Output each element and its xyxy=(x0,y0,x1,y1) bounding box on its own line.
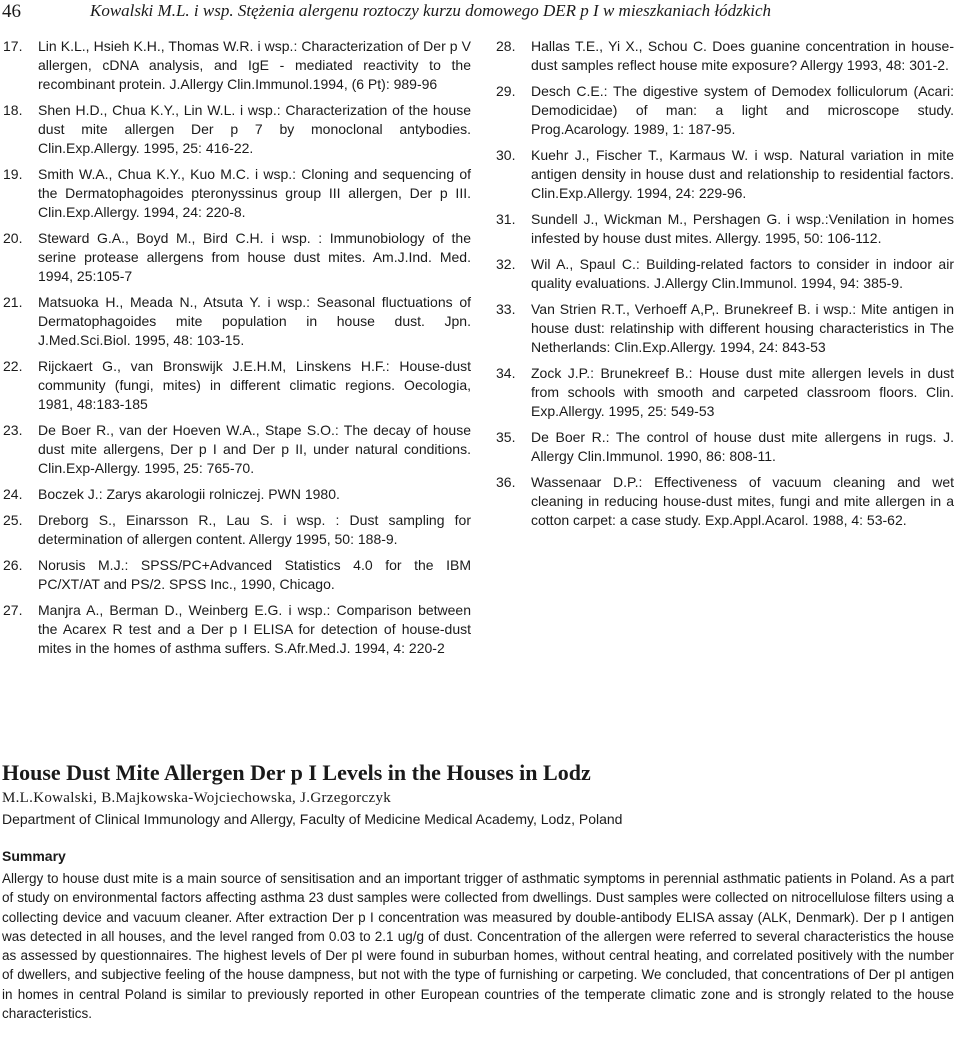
reference-number: 33. xyxy=(496,301,516,317)
reference-item xyxy=(3,229,471,286)
reference-item xyxy=(496,37,954,75)
reference-text: Hallas T.E., Yi X., Schou C. Does guanine concentration in house-dust samples reflect house mite exposure? Allergy 1993, 48: 301-2. xyxy=(531,38,954,73)
running-head: Kowalski M.L. i wsp. Stężenia alergenu roztoczy kurzu domowego DER p I w mieszkaniach łódzkich xyxy=(90,1,772,20)
reference-number: 30. xyxy=(496,147,516,163)
reference-item xyxy=(496,210,954,248)
reference-text: De Boer R.: The control of house dust mite allergens in rugs. J. Allergy Clin.Immunol. 1990, 86: 808-11. xyxy=(531,429,954,464)
reference-item xyxy=(3,357,471,414)
reference-item xyxy=(496,364,954,421)
reference-number: 18. xyxy=(3,102,23,118)
reference-text: Wil A., Spaul C.: Building-related factors to consider in indoor air quality evaluations. J.Allergy Clin.Immunol. 1994, 94: 385-9. xyxy=(531,256,954,291)
reference-number: 24. xyxy=(3,486,23,502)
reference-item xyxy=(3,511,471,549)
reference-item xyxy=(3,37,471,94)
reference-item xyxy=(496,146,954,203)
reference-item xyxy=(496,300,954,357)
reference-number: 36. xyxy=(496,474,516,490)
reference-text: Van Strien R.T., Verhoeff A,P,. Brunekreef B. i wsp.: Mite antigen in house dust: relatinship with different housing characteristics in The Netherlands: Clin.Exp.Allergy. 1994, 24: 843-53 xyxy=(531,301,954,355)
reference-number: 32. xyxy=(496,256,516,272)
reference-text: Manjra A., Berman D., Weinberg E.G. i wsp.: Comparison between the Acarex R test and a Der p I ELISA for detection of house-dust mites in the homes of asthma suffers. S.Afr.Med.J. 1994, 4: 220-2 xyxy=(38,602,471,656)
reference-number: 19. xyxy=(3,166,23,182)
reference-text: Matsuoka H., Meada N., Atsuta Y. i wsp.: Seasonal fluctuations of Dermatophagoides mite population in house dust. Jpn. J.Med.Sci.Biol. 1995, 48: 103-15. xyxy=(38,294,471,348)
article-affiliation: Department of Clinical Immunology and Allergy, Faculty of Medicine Medical Academy, Lodz, Poland xyxy=(2,811,623,827)
reference-text: De Boer R., van der Hoeven W.A., Stape S.O.: The decay of house dust mite allergens, Der p I and Der p II, under natural conditions. Clin.Exp-Allergy. 1995, 25: 765-70. xyxy=(38,422,471,476)
reference-text: Rijckaert G., van Bronswijk J.E.H.M, Linskens H.F.: House-dust community (fungi, mites) in different climatic regions. Oecologia, 1981, 48:183-185 xyxy=(38,358,471,412)
reference-item xyxy=(3,421,471,478)
reference-text: Shen H.D., Chua K.Y., Lin W.L. i wsp.: Characterization of the house dust mite allergen Der p 7 by monoclonal antybodies. Clin.Exp.Allergy. 1995, 25: 416-22. xyxy=(38,102,471,156)
reference-item xyxy=(496,428,954,466)
reference-number: 20. xyxy=(3,230,23,246)
reference-item xyxy=(3,101,471,158)
reference-text: Zock J.P.: Brunekreef B.: House dust mite allergen levels in dust from schools with smooth and carpeted classroom floors. Clin. Exp.Allergy. 1995, 25: 549-53 xyxy=(531,365,954,419)
reference-text: Steward G.A., Boyd M., Bird C.H. i wsp. : Immunobiology of the serine protease allergens from house dust mites. Am.J.Ind. Med. 1994, 25:105-7 xyxy=(38,230,471,284)
reference-number: 26. xyxy=(3,557,23,573)
reference-text: Boczek J.: Zarys akarologii rolniczej. PWN 1980. xyxy=(38,486,340,502)
reference-item xyxy=(496,473,954,530)
reference-item xyxy=(3,293,471,350)
reference-text: Dreborg S., Einarsson R., Lau S. i wsp. : Dust sampling for determination of allergen content. Allergy 1995, 50: 188-9. xyxy=(38,512,471,547)
reference-number: 34. xyxy=(496,365,516,381)
reference-number: 25. xyxy=(3,512,23,528)
reference-item xyxy=(3,165,471,222)
reference-number: 23. xyxy=(3,422,23,438)
article-authors: M.L.Kowalski, B.Majkowska-Wojciechowska, J.Grzegorczyk xyxy=(2,790,392,806)
reference-text: Kuehr J., Fischer T., Karmaus W. i wsp. Natural variation in mite antigen density in house dust and relationship to residential factors. Clin.Exp.Allergy. 1994, 24: 229-96. xyxy=(531,147,954,201)
reference-item xyxy=(496,255,954,293)
references-left-column xyxy=(3,37,471,665)
reference-number: 27. xyxy=(3,602,23,618)
reference-text: Smith W.A., Chua K.Y., Kuo M.C. i wsp.: Cloning and sequencing of the Dermatophagoides pteronyssinus group III allergen, Der p III. Clin.Exp.Allergy. 1994, 24: 220-8. xyxy=(38,166,471,220)
page-number: 46 xyxy=(2,1,21,22)
references-right-column xyxy=(496,37,954,537)
article-abstract xyxy=(2,760,954,1023)
reference-item xyxy=(496,82,954,139)
reference-number: 21. xyxy=(3,294,23,310)
reference-number: 28. xyxy=(496,38,516,54)
page-header xyxy=(0,0,960,30)
reference-number: 17. xyxy=(3,38,23,54)
reference-text: Norusis M.J.: SPSS/PC+Advanced Statistics 4.0 for the IBM PC/XT/AT and PS/2. SPSS Inc., 1990, Chicago. xyxy=(38,557,471,592)
reference-item xyxy=(3,485,471,504)
reference-text: Lin K.L., Hsieh K.H., Thomas W.R. i wsp.: Characterization of Der p V allergen, cDNA analysis, and IgE - mediated reactivity to the recombinant protein. J.Allergy Clin.Immunol.1994, (6 Pt): 989-96 xyxy=(38,38,471,92)
reference-text: Desch C.E.: The digestive system of Demodex folliculorum (Acari: Demodicidae) of man: a light and microscope study. Prog.Acarology. 1989, 1: 187-95. xyxy=(531,83,954,137)
reference-item xyxy=(3,601,471,658)
reference-item xyxy=(3,556,471,594)
reference-number: 29. xyxy=(496,83,516,99)
summary-text: Allergy to house dust mite is a main source of sensitisation and an important trigger of asthmatic symptoms in perennial asthmatic patients in Poland. As a part of study on environmental factors affecting asthma 23 dust samples were collected from dwellings. Dust samples were collected on nitrocellulose filters using a collecting device and vacuum cleaner. After extraction Der p I concentration was measured by double-antibody ELISA assay (ALK, Denmark). Der p I antigen was detected in all houses, and the level ranged from 0.03 to 2.1 ug/g of dust. Concentration of the allergen were referred to several characteristics the house as assessed by questionnaires. The highest levels of Der pI were found in suburban homes, without central heating, and correlated positively with the number of dwellers, and subjective feeling of the house dampness, but not with the type of furnishing or carpeting. We concluded, that concentrations of Der pI antigen in homes in central Poland is similar to previously reported in other European countries of the temperate climatic zone and is strongly related to the house characteristics. xyxy=(2,871,954,1022)
reference-text: Wassenaar D.P.: Effectiveness of vacuum cleaning and wet cleaning in reducing house-dust mites, fungi and mite allergen in a cotton carpet: a case study. Exp.Appl.Acarol. 1988, 4: 53-62. xyxy=(531,474,954,528)
reference-number: 31. xyxy=(496,211,516,227)
article-title: House Dust Mite Allergen Der p I Levels in the Houses in Lodz xyxy=(2,760,591,785)
reference-text: Sundell J., Wickman M., Pershagen G. i wsp.:Venilation in homes infested by house dust mites. Allergy. 1995, 50: 106-112. xyxy=(531,211,954,246)
reference-number: 22. xyxy=(3,358,23,374)
reference-number: 35. xyxy=(496,429,516,445)
summary-heading: Summary xyxy=(2,848,66,864)
